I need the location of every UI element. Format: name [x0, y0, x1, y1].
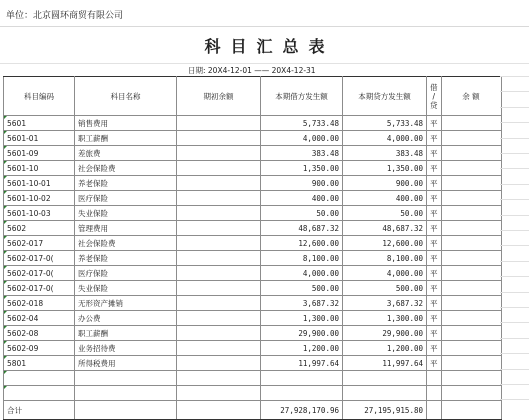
credit-cell[interactable]: 383.48	[343, 146, 427, 161]
balance-cell[interactable]	[441, 146, 501, 161]
name-cell[interactable]: 养老保险	[75, 176, 177, 191]
grid-line	[500, 168, 529, 169]
name-cell[interactable]: 管理费用	[75, 221, 177, 236]
opening-cell[interactable]	[177, 341, 261, 356]
name-cell[interactable]: 社会保险费	[75, 236, 177, 251]
direction-cell[interactable]: 平	[427, 221, 442, 236]
grid-line	[500, 369, 529, 370]
direction-cell[interactable]: 平	[427, 116, 442, 131]
grid-line	[500, 107, 529, 108]
balance-cell[interactable]	[441, 341, 501, 356]
debit-cell[interactable]: 4,000.00	[261, 266, 343, 281]
balance-cell[interactable]	[441, 206, 501, 221]
debit-cell[interactable]: 1,350.00	[261, 161, 343, 176]
opening-cell[interactable]	[177, 116, 261, 131]
table-row	[4, 341, 502, 356]
balance-cell[interactable]	[441, 251, 501, 266]
grid-line	[500, 245, 529, 246]
code-cell[interactable]: 5601-01	[4, 131, 75, 146]
credit-cell[interactable]: 8,100.00	[343, 251, 427, 266]
name-cell[interactable]: 销售费用	[75, 116, 177, 131]
opening-cell[interactable]	[177, 236, 261, 251]
credit-cell[interactable]: 50.00	[343, 206, 427, 221]
table-row	[4, 176, 502, 191]
table-row	[4, 191, 502, 206]
direction-cell[interactable]: 平	[427, 341, 442, 356]
debit-cell[interactable]: 1,200.00	[261, 341, 343, 356]
grid-line	[500, 153, 529, 154]
grid-line	[500, 261, 529, 262]
total-balance-cell[interactable]	[441, 401, 501, 420]
opening-cell[interactable]	[177, 311, 261, 326]
grid-line	[500, 384, 529, 385]
header-balance[interactable]: 余 额	[441, 77, 501, 116]
credit-cell[interactable]: 1,300.00	[343, 311, 427, 326]
code-cell[interactable]: 5601-10	[4, 161, 75, 176]
balance-cell[interactable]	[441, 386, 501, 401]
opening-cell[interactable]	[177, 371, 261, 386]
direction-cell[interactable]: 平	[427, 206, 442, 221]
debit-cell[interactable]: 1,300.00	[261, 311, 343, 326]
credit-cell[interactable]: 12,600.00	[343, 236, 427, 251]
table-row	[4, 251, 502, 266]
account-summary-table	[3, 76, 502, 420]
debit-cell[interactable]: 12,600.00	[261, 236, 343, 251]
debit-cell[interactable]: 900.00	[261, 176, 343, 191]
code-cell[interactable]: 5602-017-0(	[4, 251, 75, 266]
grid-line	[500, 184, 529, 185]
total-row	[4, 401, 502, 420]
direction-cell[interactable]: 平	[427, 266, 442, 281]
opening-cell[interactable]	[177, 221, 261, 236]
table-row	[4, 116, 502, 131]
name-cell[interactable]	[75, 371, 177, 386]
table-row	[4, 146, 502, 161]
name-cell[interactable]: 医疗保险	[75, 266, 177, 281]
table-row	[4, 356, 502, 371]
opening-cell[interactable]	[177, 386, 261, 401]
header-account-name[interactable]: 科目名称	[75, 77, 177, 116]
empty-grid-area	[500, 76, 529, 411]
total-name-cell[interactable]	[75, 401, 177, 420]
balance-cell[interactable]	[441, 131, 501, 146]
credit-cell[interactable]: 29,900.00	[343, 326, 427, 341]
total-label-cell[interactable]: 合计	[4, 401, 75, 420]
opening-cell[interactable]	[177, 176, 261, 191]
code-cell[interactable]: 5601	[4, 116, 75, 131]
balance-cell[interactable]	[441, 236, 501, 251]
direction-cell[interactable]: 平	[427, 146, 442, 161]
opening-cell[interactable]	[177, 161, 261, 176]
opening-cell[interactable]	[177, 281, 261, 296]
table-row	[4, 221, 502, 236]
debit-cell[interactable]: 383.48	[261, 146, 343, 161]
code-cell[interactable]: 5602-017-0(	[4, 281, 75, 296]
opening-cell[interactable]	[177, 326, 261, 341]
debit-cell[interactable]: 400.00	[261, 191, 343, 206]
code-cell[interactable]	[4, 371, 75, 386]
table-row	[4, 236, 502, 251]
debit-cell[interactable]: 3,687.32	[261, 296, 343, 311]
title-cell[interactable]	[0, 26, 529, 64]
credit-cell[interactable]: 11,997.64	[343, 356, 427, 371]
direction-cell[interactable]: 平	[427, 251, 442, 266]
direction-cell[interactable]: 平	[427, 131, 442, 146]
table-row	[4, 296, 502, 311]
balance-cell[interactable]	[441, 326, 501, 341]
grid-line	[500, 322, 529, 323]
direction-cell[interactable]: 平	[427, 356, 442, 371]
debit-cell[interactable]	[261, 371, 343, 386]
debit-cell[interactable]: 48,687.32	[261, 221, 343, 236]
grid-line	[500, 215, 529, 216]
credit-cell[interactable]: 900.00	[343, 176, 427, 191]
grid-line	[500, 138, 529, 139]
balance-cell[interactable]	[441, 191, 501, 206]
name-cell[interactable]: 失业保险	[75, 206, 177, 221]
name-cell[interactable]: 失业保险	[75, 281, 177, 296]
total-direction-cell[interactable]	[427, 401, 442, 420]
opening-cell[interactable]	[177, 356, 261, 371]
direction-cell[interactable]	[427, 386, 442, 401]
balance-cell[interactable]	[441, 311, 501, 326]
credit-cell[interactable]: 1,350.00	[343, 161, 427, 176]
opening-cell[interactable]	[177, 146, 261, 161]
direction-cell[interactable]: 平	[427, 311, 442, 326]
grid-line	[500, 122, 529, 123]
direction-cell[interactable]	[427, 371, 442, 386]
balance-cell[interactable]	[441, 176, 501, 191]
debit-cell[interactable]: 500.00	[261, 281, 343, 296]
code-cell[interactable]: 5601-10-01	[4, 176, 75, 191]
credit-cell[interactable]: 3,687.32	[343, 296, 427, 311]
total-credit-cell[interactable]: 27,195,915.80	[343, 401, 427, 420]
direction-cell[interactable]: 平	[427, 191, 442, 206]
debit-cell[interactable]: 5,733.48	[261, 116, 343, 131]
credit-cell[interactable]: 5,733.48	[343, 116, 427, 131]
credit-cell[interactable]	[343, 371, 427, 386]
code-cell[interactable]: 5602-018	[4, 296, 75, 311]
table-row	[4, 206, 502, 221]
code-cell[interactable]: 5602	[4, 221, 75, 236]
credit-cell[interactable]: 48,687.32	[343, 221, 427, 236]
header-account-code[interactable]: 科目编码	[4, 77, 75, 116]
direction-cell[interactable]: 平	[427, 326, 442, 341]
balance-cell[interactable]	[441, 371, 501, 386]
debit-cell[interactable]: 50.00	[261, 206, 343, 221]
balance-cell[interactable]	[441, 221, 501, 236]
debit-cell[interactable]: 11,997.64	[261, 356, 343, 371]
name-cell[interactable]: 所得税费用	[75, 356, 177, 371]
opening-cell[interactable]	[177, 296, 261, 311]
direction-cell[interactable]: 平	[427, 161, 442, 176]
total-opening-cell[interactable]	[177, 401, 261, 420]
direction-cell[interactable]: 平	[427, 236, 442, 251]
balance-cell[interactable]	[441, 296, 501, 311]
opening-cell[interactable]	[177, 266, 261, 281]
name-cell[interactable]: 职工薪酬	[75, 131, 177, 146]
grid-line	[500, 353, 529, 354]
debit-cell[interactable]: 4,000.00	[261, 131, 343, 146]
grid-line	[500, 276, 529, 277]
code-cell[interactable]: 5602-017	[4, 236, 75, 251]
code-cell[interactable]: 5601-10-02	[4, 191, 75, 206]
balance-cell[interactable]	[441, 161, 501, 176]
date-cell[interactable]	[0, 63, 529, 76]
grid-line	[500, 399, 529, 400]
table-row	[4, 161, 502, 176]
code-cell[interactable]: 5801	[4, 356, 75, 371]
name-cell[interactable]: 医疗保险	[75, 191, 177, 206]
grid-line	[500, 76, 529, 77]
balance-cell[interactable]	[441, 281, 501, 296]
credit-cell[interactable]	[343, 386, 427, 401]
debit-cell[interactable]	[261, 386, 343, 401]
name-cell[interactable]: 职工薪酬	[75, 326, 177, 341]
credit-cell[interactable]: 4,000.00	[343, 266, 427, 281]
direction-cell[interactable]: 平	[427, 296, 442, 311]
credit-cell[interactable]: 1,200.00	[343, 341, 427, 356]
debit-cell[interactable]: 8,100.00	[261, 251, 343, 266]
code-cell[interactable]	[4, 386, 75, 401]
grid-line	[500, 230, 529, 231]
code-cell[interactable]: 5602-08	[4, 326, 75, 341]
table-row	[4, 371, 502, 386]
table-header-row	[4, 77, 502, 116]
name-cell[interactable]	[75, 386, 177, 401]
header-direction[interactable]: 借 / 贷	[427, 77, 442, 116]
date-range: 日期: 20X4-12-01 —— 20X4-12-31	[188, 66, 316, 75]
credit-cell[interactable]: 400.00	[343, 191, 427, 206]
name-cell[interactable]: 养老保险	[75, 251, 177, 266]
total-debit-cell[interactable]: 27,928,170.96	[261, 401, 343, 420]
table-row	[4, 311, 502, 326]
credit-cell[interactable]: 500.00	[343, 281, 427, 296]
code-cell[interactable]: 5601-10-03	[4, 206, 75, 221]
table-row	[4, 386, 502, 401]
unit-label: 单位：北京圆环商贸有限公司	[6, 11, 124, 21]
balance-cell[interactable]	[441, 266, 501, 281]
opening-cell[interactable]	[177, 191, 261, 206]
opening-cell[interactable]	[177, 251, 261, 266]
report-title: 科目汇总表	[204, 37, 335, 56]
credit-cell[interactable]: 4,000.00	[343, 131, 427, 146]
code-cell[interactable]: 5602-017-0(	[4, 266, 75, 281]
code-cell[interactable]: 5601-09	[4, 146, 75, 161]
header-credit-amount[interactable]: 本期贷方发生额	[343, 77, 427, 116]
balance-cell[interactable]	[441, 356, 501, 371]
balance-cell[interactable]	[441, 116, 501, 131]
table-row	[4, 326, 502, 341]
code-cell[interactable]: 5602-04	[4, 311, 75, 326]
table-row	[4, 266, 502, 281]
name-cell[interactable]: 差旅费	[75, 146, 177, 161]
name-cell[interactable]: 无形资产摊销	[75, 296, 177, 311]
grid-line	[500, 199, 529, 200]
debit-cell[interactable]: 29,900.00	[261, 326, 343, 341]
grid-line	[500, 307, 529, 308]
table-row	[4, 281, 502, 296]
opening-cell[interactable]	[177, 131, 261, 146]
direction-cell[interactable]: 平	[427, 281, 442, 296]
name-cell[interactable]: 社会保险费	[75, 161, 177, 176]
code-cell[interactable]: 5602-09	[4, 341, 75, 356]
table-row	[4, 131, 502, 146]
direction-cell[interactable]: 平	[427, 176, 442, 191]
name-cell[interactable]: 业务招待费	[75, 341, 177, 356]
header-debit-amount[interactable]: 本期借方发生额	[261, 77, 343, 116]
grid-line	[500, 292, 529, 293]
name-cell[interactable]: 办公费	[75, 311, 177, 326]
grid-line	[500, 338, 529, 339]
unit-cell[interactable]	[0, 0, 529, 27]
header-opening-balance[interactable]: 期初余额	[177, 77, 261, 116]
grid-line	[500, 91, 529, 92]
opening-cell[interactable]	[177, 206, 261, 221]
